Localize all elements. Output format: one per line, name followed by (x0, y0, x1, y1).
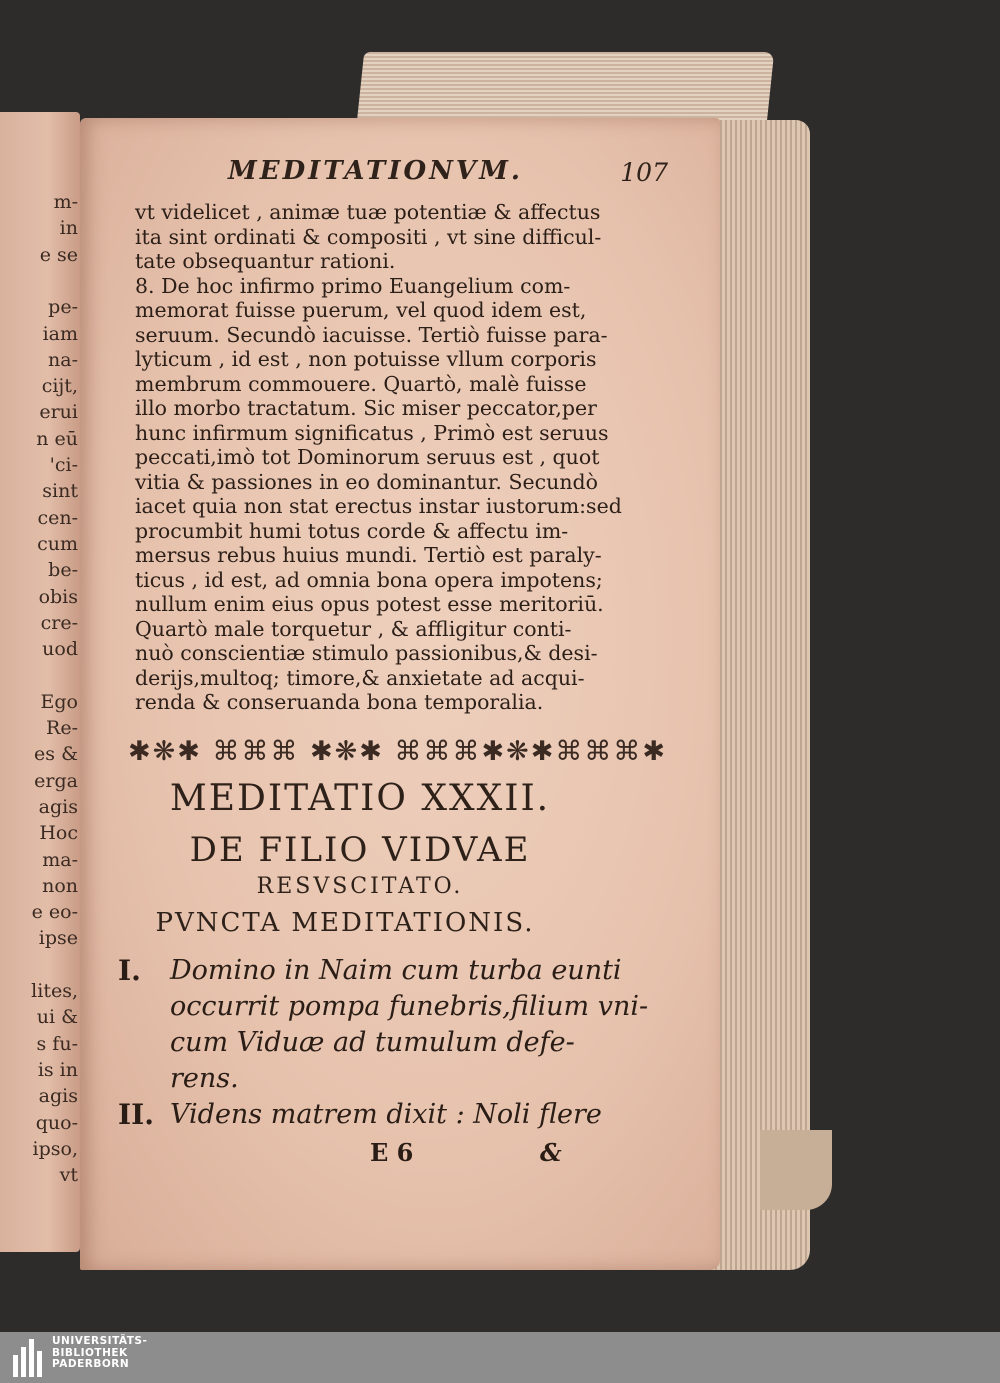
signature-mark: E 6 (370, 1138, 414, 1167)
left-page-fragment: 'ci- (49, 454, 78, 476)
point-text: rens. (170, 1063, 239, 1094)
left-page-fragment: e eo- (31, 901, 78, 924)
point-number: I. (118, 954, 141, 987)
left-page-fragment: agis (38, 795, 78, 818)
left-page-fragment: be- (48, 559, 78, 582)
body-text (135, 200, 680, 715)
point-line (118, 989, 678, 1025)
left-page-fragment: in (59, 217, 78, 240)
left-page-fragment: obis (38, 585, 78, 608)
point-number: II. (118, 1098, 154, 1131)
point-line (118, 1025, 678, 1061)
left-page-fragment: n eū (36, 427, 78, 450)
catchword: & (540, 1138, 562, 1167)
point-line (118, 1061, 678, 1097)
meditation-subject: DE FILIO VIDVAE (189, 830, 531, 870)
text-line: nuò conscientiæ stimulo passionibus,& desi- (135, 641, 598, 665)
text-line: ita sint ordinati & compositi , vt sine difficul- (135, 224, 602, 249)
library-name-line: UNIVERSITÄTS- (52, 1335, 148, 1347)
text-line: tate obsequantur rationi. (135, 249, 396, 273)
text-line: nullum enim eius opus potest esse meritoriū. (135, 592, 604, 616)
left-page-fragment: Re- (46, 717, 78, 739)
signature-line (370, 1138, 590, 1172)
library-name-line: BIBLIOTHEK (52, 1346, 128, 1359)
left-page-fragment: agis (38, 1085, 78, 1108)
text-line: ticus , id est, ad omnia bona opera impotens; (135, 567, 603, 592)
left-page-fragment: e se (39, 243, 78, 266)
library-name (52, 1336, 147, 1371)
text-line: renda & conseruanda bona temporalia. (135, 690, 544, 714)
left-page-fragment: erui (39, 401, 78, 424)
page-edges-bottom (760, 1130, 832, 1210)
meditation-subject-continued: RESVSCITATO. (256, 874, 464, 899)
text-line: 8. De hoc infirmo primo Euangelium com- (135, 273, 571, 298)
left-page-fragment: cijt, (41, 375, 78, 398)
left-page-fragment: ma- (42, 848, 78, 871)
library-logo-icon (13, 1339, 43, 1377)
left-page-fragment: ipse (38, 927, 78, 950)
meditation-points (118, 953, 678, 1133)
left-page-fragment: uod (42, 638, 78, 661)
left-page-fragment: erga (34, 769, 78, 792)
text-line: derijs,multoq; timore,& anxietate ad acqui- (135, 665, 585, 690)
running-head (228, 156, 668, 196)
left-page-fragment: iam (42, 322, 78, 345)
left-facing-page (0, 112, 80, 1252)
point-line (118, 1097, 678, 1133)
text-line: iacet quia non stat erectus instar iustorum:sed (135, 494, 622, 518)
left-page-fragment: vt (59, 1164, 78, 1187)
right-page (80, 118, 720, 1270)
left-page-fragment: es & (34, 743, 78, 766)
text-line: vt videlicet , animæ tuæ potentiæ & affectus (135, 200, 601, 224)
text-line: membrum commouere. Quartò, malè fuisse (135, 371, 587, 396)
left-page-fragment: m- (53, 191, 78, 213)
printer-ornament: ✱❋✱ ⌘⌘⌘ ✱❋✱ ⌘⌘⌘✱❋✱⌘⌘⌘✱ (128, 736, 667, 767)
points-heading: PVNCTA MEDITATIONIS. (155, 908, 535, 938)
text-line: peccati,imò tot Dominorum seruus est , quot (135, 445, 600, 469)
left-page-fragment: ui & (36, 1006, 78, 1029)
text-line: hunc infirmum significatus , Primò est seruus (135, 420, 609, 445)
text-line: mersus rebus huius mundi. Tertiò est paraly- (135, 543, 602, 567)
left-page-fragment: cre- (40, 611, 78, 634)
left-page-fragment: cen- (37, 506, 78, 529)
text-line: procumbit humi totus corde & affectu im- (135, 518, 569, 543)
left-page-fragment: Ego (40, 690, 78, 713)
page-number: 107 (620, 158, 668, 187)
running-head-title: MEDITATIONVM. (228, 156, 523, 186)
left-page-fragment: sint (42, 480, 78, 503)
text-line: lyticum , id est , non potuisse vllum corporis (135, 347, 597, 371)
point-text: Domino in Naim cum turba eunti (170, 955, 622, 986)
point-line (118, 953, 678, 989)
left-page-fragment: Hoc (39, 822, 78, 845)
point-text: cum Viduæ ad tumulum defe- (170, 1027, 575, 1058)
left-page-fragment: pe- (48, 296, 78, 319)
library-footer (0, 1332, 1000, 1383)
left-page-fragment: non (42, 874, 78, 897)
left-page-fragment: s fu- (36, 1032, 78, 1055)
left-page-fragment: lites, (31, 980, 78, 1002)
left-page-fragment: na- (48, 348, 78, 371)
point-text: occurrit pompa funebris,filium vni- (170, 991, 649, 1022)
text-line: seruum. Secundò iacuisse. Tertiò fuisse para- (135, 322, 608, 347)
left-page-fragment: quo- (35, 1111, 78, 1134)
library-name-line: PADERBORN (52, 1358, 130, 1370)
text-line: vitia & passiones in eo dominantur. Secundò (135, 469, 598, 494)
meditation-title: MEDITATIO XXXII. (169, 778, 551, 819)
left-page-fragment: cum (37, 532, 78, 555)
left-page-fragment: ipso, (32, 1137, 78, 1160)
left-page-fragment: is in (37, 1058, 78, 1081)
text-line: memorat fuisse puerum, vel quod idem est, (135, 298, 587, 322)
text-line: illo morbo tractatum. Sic miser peccator,per (135, 396, 597, 420)
text-line: Quartò male torquetur , & affligitur conti- (135, 616, 572, 641)
point-text: Videns matrem dixit : Noli flere (170, 1099, 602, 1130)
